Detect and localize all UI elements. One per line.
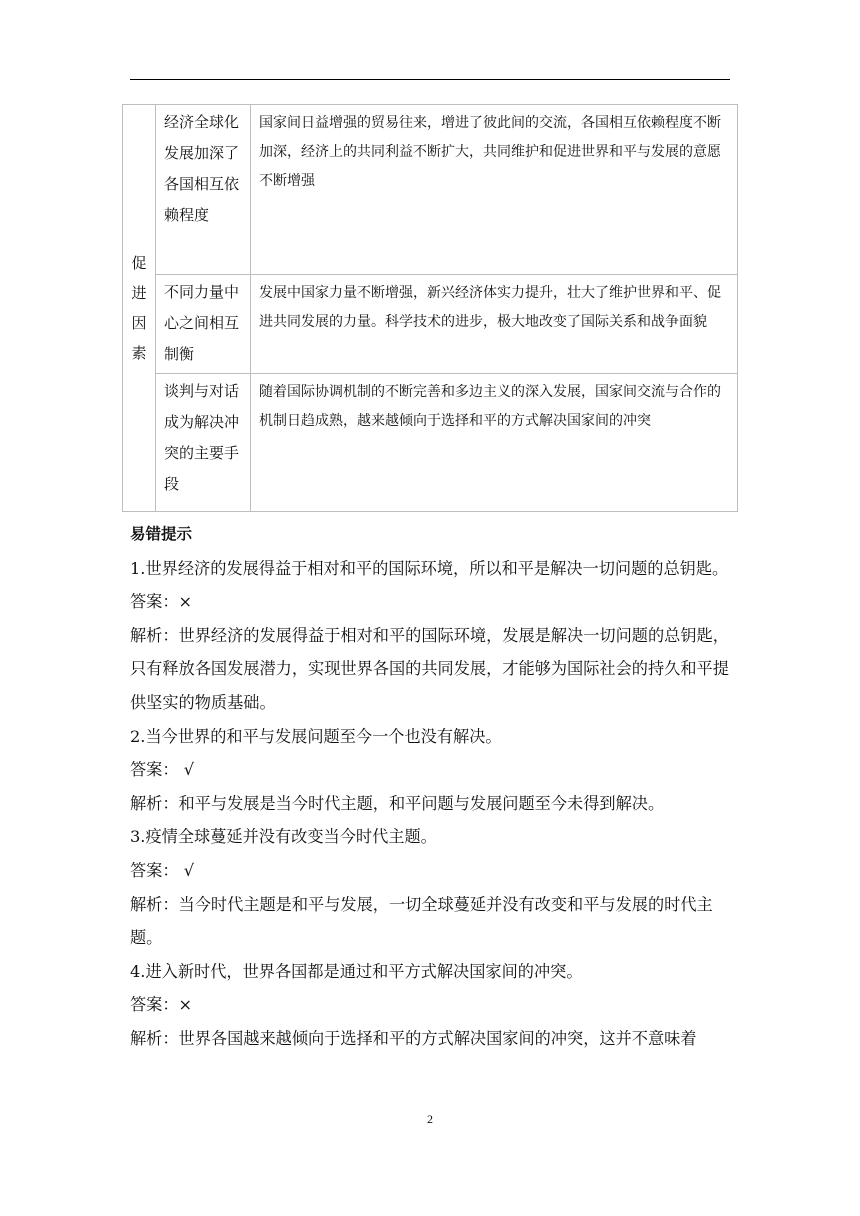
- answer-text: 答案：×: [130, 995, 193, 1015]
- table-row: [123, 275, 738, 374]
- table-row: [123, 374, 738, 512]
- analysis-text: 解析：世界各国越来越倾向于选择和平的方式解决国家间的冲突，这并不意味着: [130, 1028, 697, 1048]
- description-cell: 发展中国家力量不断增强，新兴经济体实力提升，壮大了维护世界和平、促进共同发展的力量。科学技术的进步，极大地改变了国际关系和战争面貌: [251, 275, 738, 374]
- section-title: 易错提示: [130, 525, 193, 543]
- header-rule: [130, 79, 730, 80]
- question-text: 4.进入新时代，世界各国都是通过和平方式解决国家间的冲突。: [130, 961, 583, 981]
- analysis-text: 解析：世界经济的发展得益于相对和平的国际环境，发展是解决一切问题的总钥匙，只有释放各国发展潜力，实现世界各国的共同发展，才能够为国际社会的持久和平提供坚实的物质基础。: [130, 625, 729, 712]
- error-tips-section: [130, 518, 734, 1056]
- question-text: 2.当今世界的和平与发展问题至今一个也没有解决。: [130, 726, 502, 746]
- question-text: 1.世界经济的发展得益于相对和平的国际环境，所以和平是解决一切问题的总钥匙。: [130, 558, 729, 578]
- answer-text: 答案： √: [130, 760, 195, 780]
- analysis-text: 解析：和平与发展是当今时代主题，和平问题与发展问题至今未得到解决。: [130, 793, 665, 813]
- analysis-text: 解析：当今时代主题是和平与发展，一切全球蔓延并没有改变和平与发展的时代主题。: [130, 894, 713, 948]
- description-cell: 随着国际协调机制的不断完善和多边主义的深入发展，国家间交流与合作的机制日趋成熟，越来越倾向于选择和平的方式解决国家间的冲突: [251, 374, 738, 512]
- table-row: [123, 105, 738, 275]
- factor-cell: 谈判与对话成为解决冲突的主要手段: [156, 374, 251, 512]
- group-cell: [123, 105, 156, 512]
- factors-table: [122, 104, 738, 512]
- answer-text: 答案： √: [130, 860, 195, 880]
- factor-cell: 经济全球化发展加深了各国相互依赖程度: [156, 105, 251, 275]
- answer-text: 答案：×: [130, 592, 193, 612]
- group-label: 促进因素: [131, 254, 147, 362]
- page-number: 2: [427, 1112, 433, 1126]
- question-text: 3.疫情全球蔓延并没有改变当今时代主题。: [130, 827, 437, 847]
- factor-cell: 不同力量中心之间相互制衡: [156, 275, 251, 374]
- description-cell: 国家间日益增强的贸易往来，增进了彼此间的交流，各国相互依赖程度不断加深，经济上的共同利益不断扩大，共同维护和促进世界和平与发展的意愿不断增强: [251, 105, 738, 275]
